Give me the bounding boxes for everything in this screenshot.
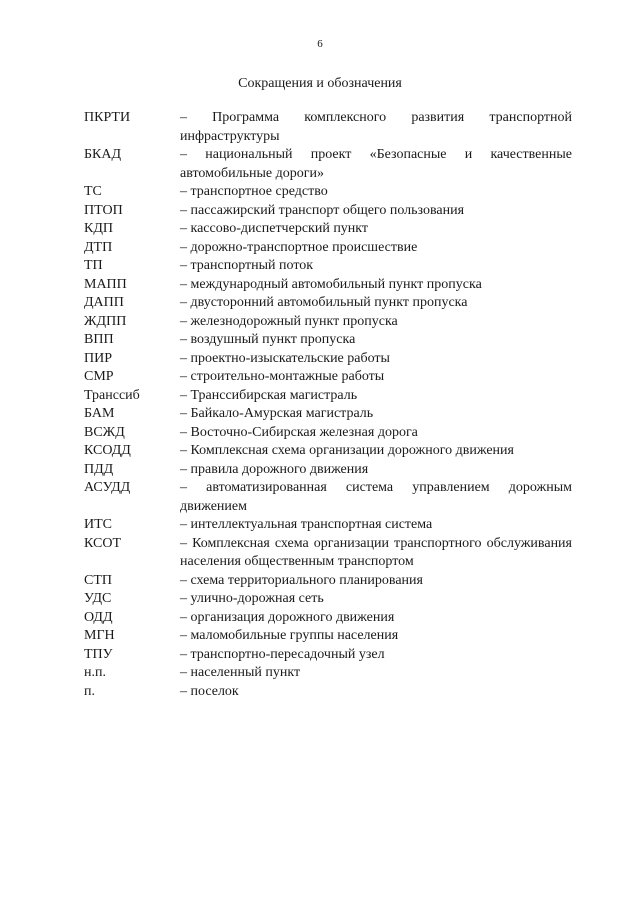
abbreviation-definition: – Транссибирская магистраль — [180, 387, 358, 403]
abbreviation-term: ОДД — [84, 609, 113, 625]
abbreviation-row — [84, 516, 572, 535]
abbreviation-row — [84, 239, 572, 258]
abbreviation-term: ИТС — [84, 517, 112, 532]
abbreviation-row — [84, 683, 572, 702]
abbreviation-term: н.п. — [84, 665, 106, 680]
abbreviation-term: ДТП — [84, 239, 113, 255]
abbreviation-definition: – Программа комплексного развития транспортной инфраструктуры — [180, 110, 572, 144]
abbreviation-row — [84, 572, 572, 591]
page-number: 6 — [317, 38, 323, 50]
abbreviation-definition: – населенный пункт — [180, 665, 301, 680]
abbreviation-definition: – интеллектуальная транспортная система — [180, 517, 433, 532]
abbreviation-definition: – Комплексная схема организации дорожного движения — [180, 443, 514, 458]
abbreviation-term: МАПП — [84, 276, 127, 292]
abbreviation-term: ТП — [84, 258, 103, 273]
abbreviation-term: КДП — [84, 221, 113, 236]
abbreviation-term: БАМ — [84, 406, 115, 421]
abbreviation-row — [84, 405, 572, 424]
abbreviation-term: СМР — [84, 369, 114, 384]
abbreviation-definition: – воздушный пункт пропуска — [180, 332, 356, 347]
abbreviation-definition: – национальный проект «Безопасные и качественные автомобильные дороги» — [180, 147, 572, 181]
abbreviation-definition: – маломобильные группы населения — [180, 628, 399, 643]
abbreviation-term: ЖДПП — [84, 313, 127, 329]
abbreviation-definition: – двусторонний автомобильный пункт пропуска — [180, 295, 468, 310]
abbreviation-row — [84, 146, 572, 183]
abbreviation-definition: – проектно-изыскательские работы — [180, 350, 390, 366]
abbreviation-definition: – схема территориального планирования — [180, 572, 423, 588]
abbreviation-definition: – автоматизированная система управлением дорожным движением — [180, 480, 572, 514]
abbreviation-row — [84, 479, 572, 516]
abbreviation-definition: – Комплексная схема организации транспортного обслуживания населения общественным транспортом — [180, 535, 572, 569]
abbreviation-definition: – улично-дорожная сеть — [180, 591, 324, 606]
abbreviation-definition: – поселок — [180, 683, 239, 699]
abbreviation-definition: – организация дорожного движения — [180, 609, 395, 625]
abbreviation-row — [84, 331, 572, 350]
abbreviation-row — [84, 183, 572, 202]
abbreviation-definition: – Байкало-Амурская магистраль — [180, 406, 374, 421]
abbreviation-row — [84, 590, 572, 609]
abbreviation-row — [84, 442, 572, 461]
abbreviation-row — [84, 609, 572, 628]
abbreviation-definition: – транспортный поток — [180, 258, 314, 273]
abbreviation-row — [84, 664, 572, 683]
abbreviation-row — [84, 387, 572, 406]
abbreviation-term: ТС — [84, 184, 102, 199]
abbreviation-definition: – международный автомобильный пункт пропуска — [180, 276, 482, 292]
abbreviation-term: ВСЖД — [84, 424, 125, 440]
abbreviation-term: п. — [84, 683, 95, 699]
abbreviation-row — [84, 424, 572, 443]
abbreviation-definition: – Восточно-Сибирская железная дорога — [180, 424, 418, 440]
abbreviation-term: ТПУ — [84, 646, 113, 662]
abbreviation-term: ПТОП — [84, 202, 123, 218]
abbreviation-term: МГН — [84, 628, 115, 643]
abbreviation-definition: – кассово-диспетчерский пункт — [180, 221, 369, 236]
abbreviation-row — [84, 220, 572, 239]
abbreviation-row — [84, 535, 572, 572]
abbreviation-row — [84, 646, 572, 665]
abbreviation-term: ДАПП — [84, 295, 124, 310]
page-title: Сокращения и обозначения — [238, 76, 402, 91]
abbreviation-row — [84, 350, 572, 369]
abbreviation-definition: – транспортное средство — [180, 184, 328, 199]
abbreviation-definition: – транспортно-пересадочный узел — [180, 646, 385, 662]
abbreviation-row — [84, 109, 572, 146]
abbreviation-row — [84, 276, 572, 295]
abbreviation-row — [84, 627, 572, 646]
abbreviation-row — [84, 294, 572, 313]
abbreviation-term: АСУДД — [84, 480, 131, 495]
abbreviation-term: ПКРТИ — [84, 110, 131, 125]
abbreviation-term: ВПП — [84, 332, 114, 347]
abbreviation-term: УДС — [84, 591, 112, 606]
abbreviation-row — [84, 368, 572, 387]
abbreviation-row — [84, 257, 572, 276]
abbreviation-row — [84, 202, 572, 221]
abbreviation-term: ПДД — [84, 461, 114, 477]
abbreviation-row — [84, 313, 572, 332]
abbreviation-definition: – правила дорожного движения — [180, 461, 369, 477]
abbreviation-term: СТП — [84, 572, 112, 588]
abbreviation-row — [84, 461, 572, 480]
abbreviation-term: Транссиб — [84, 387, 140, 403]
abbreviation-term: БКАД — [84, 147, 122, 162]
abbreviation-definition: – строительно-монтажные работы — [180, 369, 385, 384]
abbreviation-term: ПИР — [84, 350, 113, 366]
abbreviation-list — [84, 109, 572, 701]
abbreviation-definition: – дорожно-транспортное происшествие — [180, 239, 418, 255]
abbreviation-term: КСОТ — [84, 535, 121, 551]
abbreviation-definition: – железнодорожный пункт пропуска — [180, 313, 398, 329]
abbreviation-definition: – пассажирский транспорт общего пользования — [180, 202, 465, 218]
abbreviation-term: КСОДД — [84, 443, 131, 458]
